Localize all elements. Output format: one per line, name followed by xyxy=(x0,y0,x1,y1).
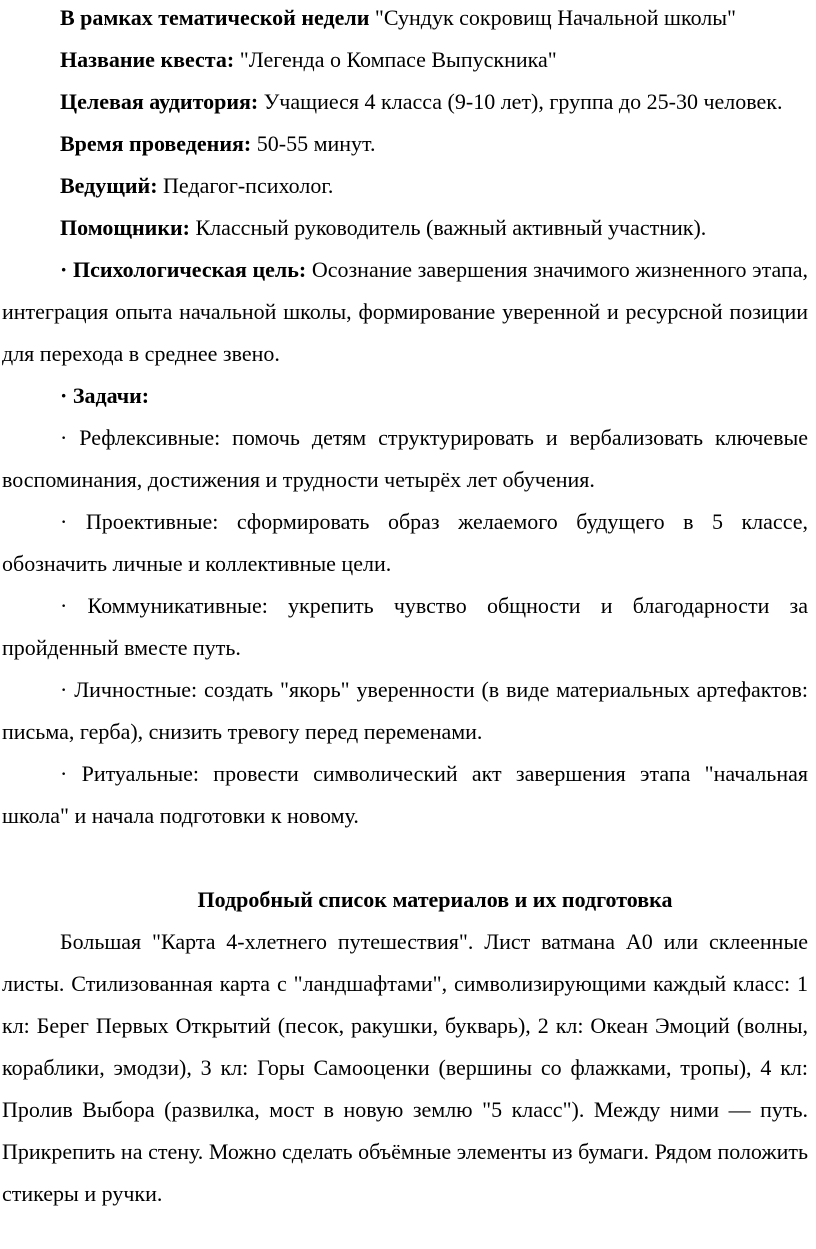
goal-value: Осознание завершения значимого жизненного этапа, интеграция опыта начальной школы, формирование уверенной и ресурсной позиции для перехода в среднее звено. xyxy=(2,257,809,366)
time-line xyxy=(2,123,808,165)
week-label: В рамках тематической недели xyxy=(60,5,370,30)
materials-paragraph: Большая "Карта 4-хлетнего путешествия". Лист ватмана А0 или склеенные листы. Стилизованная карта с "ландшафтами", символизирующими каждый класс: 1 кл: Берег Первых Открытий (песок, ракушки, букварь), 2 кл: Океан Эмоций (волны, кораблики, эмодзи), 3 кл: Горы Самооценки (вершины со флажками, тропы), 4 кл: Пролив Выбора (развилка, мост в новую землю "5 класс"). Между ними — путь. Прикрепить на стену. Можно сделать объёмные элементы из бумаги. Рядом положить стикеры и ручки. xyxy=(2,929,808,1206)
task-item-projective: · Проективные: сформировать образ желаемого будущего в 5 классе, обозначить личные и коллективные цели. xyxy=(2,509,808,576)
task-item-reflexive: · Рефлексивные: помочь детям структурировать и вербализовать ключевые воспоминания, достижения и трудности четырёх лет обучения. xyxy=(2,425,808,492)
host-label: Ведущий: xyxy=(60,173,158,198)
goal-paragraph xyxy=(2,249,808,375)
task-item-personal: · Личностные: создать "якорь" уверенности (в виде материальных артефактов: письма, герба), снизить тревогу перед переменами. xyxy=(2,677,808,744)
helpers-label: Помощники: xyxy=(60,215,190,240)
audience-line xyxy=(2,81,808,123)
time-label: Время проведения: xyxy=(60,131,252,156)
task-item-communicative: · Коммуникативные: укрепить чувство общности и благодарности за пройденный вместе путь. xyxy=(2,593,808,660)
time-value: 50-55 минут. xyxy=(251,131,376,156)
audience-value: Учащиеся 4 класса (9-10 лет), группа до 25-30 человек. xyxy=(258,89,783,114)
audience-label: Целевая аудитория: xyxy=(60,89,259,114)
tasks-label: · Задачи: xyxy=(60,383,150,408)
goal-label: · Психологическая цель: xyxy=(60,257,307,282)
helpers-value: Классный руководитель (важный активный участник). xyxy=(190,215,707,240)
quest-line xyxy=(2,39,808,81)
host-value: Педагог-психолог. xyxy=(157,173,334,198)
helpers-line xyxy=(2,207,808,249)
week-value: "Сундук сокровищ Начальной школы" xyxy=(369,5,737,30)
quest-value: "Легенда о Компасе Выпускника" xyxy=(234,47,557,72)
week-line xyxy=(2,0,808,39)
task-item-ritual: · Ритуальные: провести символический акт завершения этапа "начальная школа" и начала подготовки к новому. xyxy=(2,761,808,828)
host-line xyxy=(2,165,808,207)
quest-label: Название квеста: xyxy=(60,47,235,72)
materials-heading: Подробный список материалов и их подготовка xyxy=(197,887,673,912)
